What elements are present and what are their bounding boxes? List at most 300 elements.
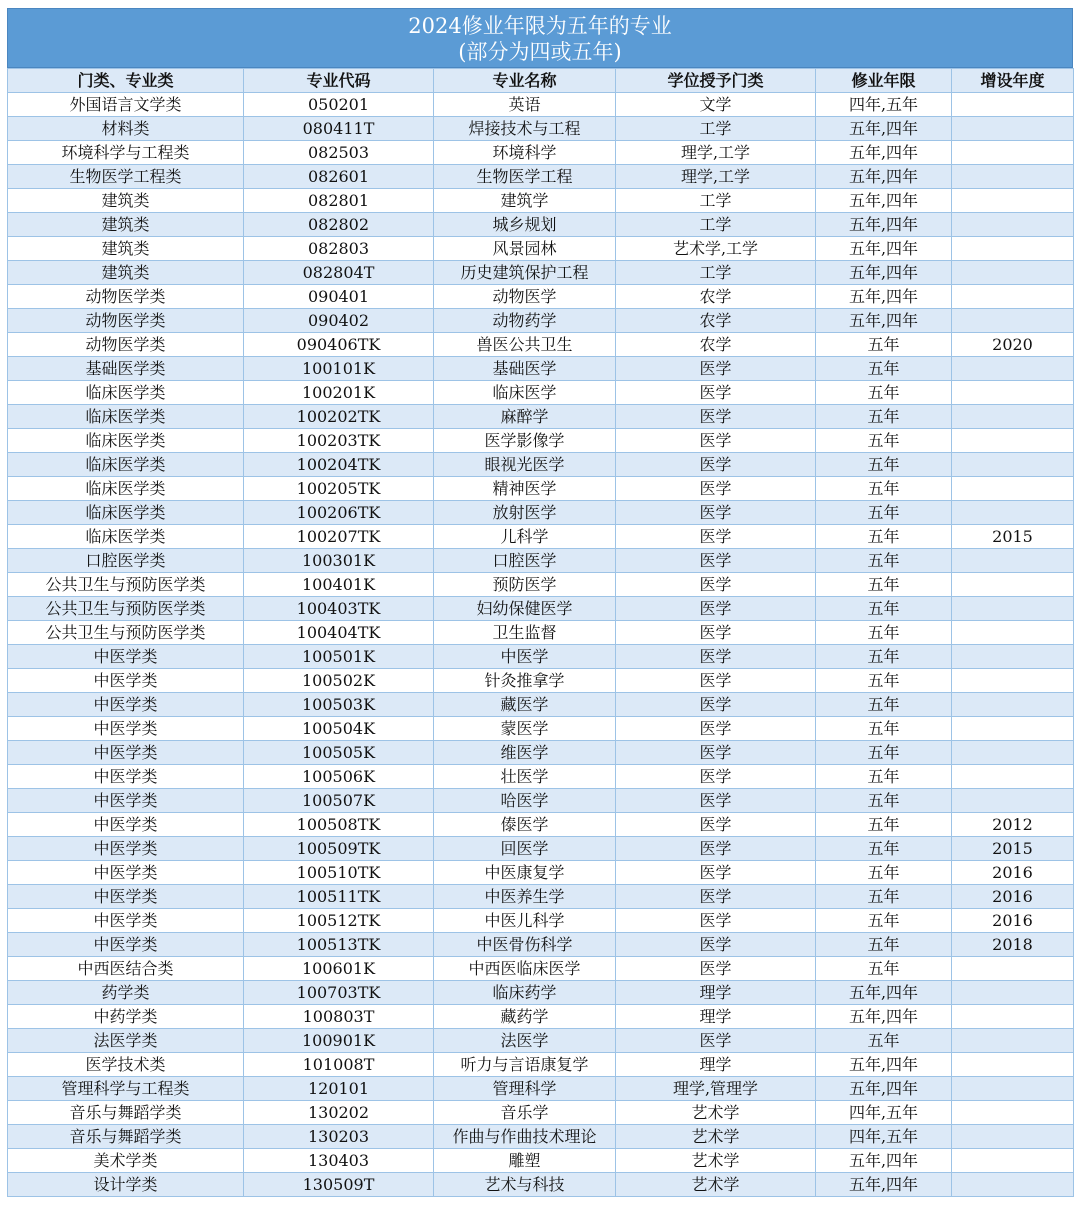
degree-cell: 农学: [616, 285, 816, 309]
major-name-cell: 风景园林: [434, 237, 616, 261]
table-row: [8, 861, 1074, 885]
category-cell: 中医学类: [8, 693, 244, 717]
category-cell: 外国语言文学类: [8, 93, 244, 117]
duration-cell: 五年: [816, 933, 952, 957]
category-cell: 中医学类: [8, 765, 244, 789]
category-cell: 中医学类: [8, 813, 244, 837]
code-cell: 130509T: [244, 1173, 434, 1197]
degree-cell: 医学: [616, 669, 816, 693]
code-cell: 100505K: [244, 741, 434, 765]
table-row: [8, 261, 1074, 285]
degree-cell: 医学: [616, 885, 816, 909]
major-name-cell: 中西医临床医学: [434, 957, 616, 981]
year-added-cell: [952, 357, 1074, 381]
major-name-cell: 儿科学: [434, 525, 616, 549]
category-cell: 临床医学类: [8, 501, 244, 525]
category-cell: 中医学类: [8, 669, 244, 693]
major-name-cell: 历史建筑保护工程: [434, 261, 616, 285]
table-row: [8, 285, 1074, 309]
table-row: [8, 1029, 1074, 1053]
degree-cell: 医学: [616, 621, 816, 645]
year-added-cell: [952, 141, 1074, 165]
degree-cell: 医学: [616, 837, 816, 861]
table-row: [8, 909, 1074, 933]
category-cell: 美术学类: [8, 1149, 244, 1173]
duration-cell: 五年: [816, 669, 952, 693]
year-added-header: 增设年度: [952, 69, 1074, 93]
code-cell: 090401: [244, 285, 434, 309]
degree-cell: 医学: [616, 909, 816, 933]
year-added-cell: [952, 117, 1074, 141]
major-name-cell: 藏药学: [434, 1005, 616, 1029]
table-row: [8, 645, 1074, 669]
year-added-cell: [952, 93, 1074, 117]
category-cell: 临床医学类: [8, 405, 244, 429]
degree-cell: 医学: [616, 717, 816, 741]
duration-cell: 五年,四年: [816, 1149, 952, 1173]
category-cell: 法医学类: [8, 1029, 244, 1053]
major-name-cell: 妇幼保健医学: [434, 597, 616, 621]
table-row: [8, 813, 1074, 837]
duration-cell: 五年: [816, 357, 952, 381]
table-row: [8, 477, 1074, 501]
code-cell: 100204TK: [244, 453, 434, 477]
year-added-cell: [952, 789, 1074, 813]
code-cell: 100803T: [244, 1005, 434, 1029]
code-cell: 100703TK: [244, 981, 434, 1005]
duration-cell: 五年: [816, 597, 952, 621]
table-row: [8, 717, 1074, 741]
year-added-cell: [952, 1077, 1074, 1101]
major-name-cell: 管理科学: [434, 1077, 616, 1101]
duration-cell: 五年,四年: [816, 1053, 952, 1077]
table-row: [8, 333, 1074, 357]
table-row: [8, 429, 1074, 453]
major-name-cell: 生物医学工程: [434, 165, 616, 189]
degree-cell: 医学: [616, 693, 816, 717]
code-header: 专业代码: [244, 69, 434, 93]
year-added-cell: 2016: [952, 885, 1074, 909]
year-added-cell: [952, 237, 1074, 261]
category-cell: 动物医学类: [8, 333, 244, 357]
major-name-cell: 英语: [434, 93, 616, 117]
category-cell: 管理科学与工程类: [8, 1077, 244, 1101]
duration-cell: 五年,四年: [816, 285, 952, 309]
table-row: [8, 309, 1074, 333]
code-cell: 100401K: [244, 573, 434, 597]
table-row: [8, 741, 1074, 765]
major-name-cell: 藏医学: [434, 693, 616, 717]
degree-cell: 医学: [616, 1029, 816, 1053]
degree-cell: 理学: [616, 1053, 816, 1077]
table-row: [8, 957, 1074, 981]
category-cell: 临床医学类: [8, 477, 244, 501]
duration-cell: 五年: [816, 477, 952, 501]
major-name-cell: 城乡规划: [434, 213, 616, 237]
code-cell: 082601: [244, 165, 434, 189]
category-cell: 中医学类: [8, 885, 244, 909]
majors-table: [7, 68, 1074, 1197]
major-name-cell: 壮医学: [434, 765, 616, 789]
code-cell: 100404TK: [244, 621, 434, 645]
code-cell: 100504K: [244, 717, 434, 741]
category-cell: 临床医学类: [8, 429, 244, 453]
category-cell: 中西医结合类: [8, 957, 244, 981]
table-row: [8, 1053, 1074, 1077]
major-name-cell: 中医儿科学: [434, 909, 616, 933]
degree-cell: 医学: [616, 813, 816, 837]
degree-cell: 理学: [616, 981, 816, 1005]
header-row: [8, 69, 1074, 93]
table-row: [8, 117, 1074, 141]
table-row: [8, 597, 1074, 621]
code-cell: 082804T: [244, 261, 434, 285]
major-name-cell: 中医骨伤科学: [434, 933, 616, 957]
code-cell: 120101: [244, 1077, 434, 1101]
category-cell: 中医学类: [8, 741, 244, 765]
title-line-2: (部分为四或五年): [458, 40, 622, 64]
code-cell: 100513TK: [244, 933, 434, 957]
degree-cell: 医学: [616, 933, 816, 957]
table-row: [8, 693, 1074, 717]
degree-cell: 工学: [616, 189, 816, 213]
major-name-cell: 口腔医学: [434, 549, 616, 573]
major-name-cell: 临床药学: [434, 981, 616, 1005]
degree-cell: 医学: [616, 477, 816, 501]
year-added-cell: [952, 1029, 1074, 1053]
duration-cell: 五年,四年: [816, 1077, 952, 1101]
year-added-cell: [952, 213, 1074, 237]
code-cell: 100101K: [244, 357, 434, 381]
table-row: [8, 1173, 1074, 1197]
year-added-cell: 2012: [952, 813, 1074, 837]
code-cell: 100206TK: [244, 501, 434, 525]
code-cell: 100501K: [244, 645, 434, 669]
category-cell: 材料类: [8, 117, 244, 141]
year-added-cell: [952, 669, 1074, 693]
year-added-cell: [952, 981, 1074, 1005]
category-cell: 环境科学与工程类: [8, 141, 244, 165]
category-cell: 临床医学类: [8, 525, 244, 549]
category-cell: 设计学类: [8, 1173, 244, 1197]
table-row: [8, 1101, 1074, 1125]
major-name-cell: 环境科学: [434, 141, 616, 165]
major-name-cell: 医学影像学: [434, 429, 616, 453]
year-added-cell: 2018: [952, 933, 1074, 957]
year-added-cell: [952, 477, 1074, 501]
duration-cell: 五年,四年: [816, 213, 952, 237]
degree-cell: 医学: [616, 645, 816, 669]
degree-cell: 农学: [616, 309, 816, 333]
year-added-cell: [952, 741, 1074, 765]
duration-cell: 五年: [816, 741, 952, 765]
code-cell: 100511TK: [244, 885, 434, 909]
code-cell: 100509TK: [244, 837, 434, 861]
duration-cell: 五年: [816, 621, 952, 645]
degree-cell: 工学: [616, 117, 816, 141]
category-cell: 动物医学类: [8, 285, 244, 309]
code-cell: 100510TK: [244, 861, 434, 885]
year-added-cell: [952, 405, 1074, 429]
degree-cell: 理学: [616, 1005, 816, 1029]
code-cell: 082803: [244, 237, 434, 261]
category-cell: 中医学类: [8, 909, 244, 933]
degree-cell: 医学: [616, 957, 816, 981]
duration-cell: 五年,四年: [816, 1005, 952, 1029]
degree-cell: 艺术学: [616, 1101, 816, 1125]
duration-cell: 五年: [816, 909, 952, 933]
duration-cell: 五年: [816, 333, 952, 357]
major-name-cell: 法医学: [434, 1029, 616, 1053]
degree-cell: 农学: [616, 333, 816, 357]
duration-cell: 五年,四年: [816, 117, 952, 141]
category-cell: 建筑类: [8, 261, 244, 285]
duration-cell: 五年: [816, 453, 952, 477]
category-cell: 公共卫生与预防医学类: [8, 573, 244, 597]
table-row: [8, 1125, 1074, 1149]
year-added-cell: 2016: [952, 861, 1074, 885]
major-name-header: 专业名称: [434, 69, 616, 93]
duration-cell: 四年,五年: [816, 1101, 952, 1125]
category-cell: 中医学类: [8, 861, 244, 885]
code-cell: 100203TK: [244, 429, 434, 453]
major-name-cell: 听力与言语康复学: [434, 1053, 616, 1077]
duration-cell: 四年,五年: [816, 1125, 952, 1149]
degree-cell: 医学: [616, 405, 816, 429]
table-row: [8, 885, 1074, 909]
table-row: [8, 165, 1074, 189]
code-cell: 100207TK: [244, 525, 434, 549]
major-name-cell: 基础医学: [434, 357, 616, 381]
degree-cell: 医学: [616, 597, 816, 621]
year-added-cell: [952, 549, 1074, 573]
year-added-cell: [952, 645, 1074, 669]
major-name-cell: 哈医学: [434, 789, 616, 813]
major-name-cell: 临床医学: [434, 381, 616, 405]
code-cell: 050201: [244, 93, 434, 117]
table-row: [8, 1077, 1074, 1101]
duration-cell: 五年: [816, 693, 952, 717]
code-cell: 100512TK: [244, 909, 434, 933]
category-cell: 基础医学类: [8, 357, 244, 381]
year-added-cell: 2020: [952, 333, 1074, 357]
code-cell: 100507K: [244, 789, 434, 813]
degree-cell: 文学: [616, 93, 816, 117]
duration-cell: 五年,四年: [816, 189, 952, 213]
category-cell: 临床医学类: [8, 381, 244, 405]
major-name-cell: 艺术与科技: [434, 1173, 616, 1197]
duration-cell: 五年: [816, 885, 952, 909]
year-added-cell: [952, 165, 1074, 189]
category-cell: 中医学类: [8, 933, 244, 957]
table-row: [8, 357, 1074, 381]
major-name-cell: 蒙医学: [434, 717, 616, 741]
duration-cell: 五年: [816, 525, 952, 549]
code-cell: 100506K: [244, 765, 434, 789]
table-row: [8, 189, 1074, 213]
year-added-cell: [952, 1173, 1074, 1197]
year-added-cell: [952, 573, 1074, 597]
degree-cell: 医学: [616, 357, 816, 381]
major-name-cell: 傣医学: [434, 813, 616, 837]
table-row: [8, 789, 1074, 813]
duration-cell: 五年: [816, 405, 952, 429]
category-cell: 公共卫生与预防医学类: [8, 597, 244, 621]
duration-cell: 五年,四年: [816, 237, 952, 261]
table-row: [8, 981, 1074, 1005]
major-name-cell: 麻醉学: [434, 405, 616, 429]
table-row: [8, 405, 1074, 429]
spreadsheet: [7, 8, 1073, 1197]
duration-cell: 五年,四年: [816, 261, 952, 285]
category-cell: 中医学类: [8, 645, 244, 669]
category-cell: 中医学类: [8, 717, 244, 741]
code-cell: 100503K: [244, 693, 434, 717]
category-cell: 动物医学类: [8, 309, 244, 333]
code-cell: 100508TK: [244, 813, 434, 837]
degree-cell: 艺术学,工学: [616, 237, 816, 261]
duration-cell: 五年,四年: [816, 141, 952, 165]
degree-cell: 医学: [616, 573, 816, 597]
degree-cell: 艺术学: [616, 1125, 816, 1149]
year-added-cell: [952, 693, 1074, 717]
code-cell: 100901K: [244, 1029, 434, 1053]
duration-cell: 五年: [816, 837, 952, 861]
degree-cell: 工学: [616, 261, 816, 285]
year-added-cell: [952, 597, 1074, 621]
code-cell: 100205TK: [244, 477, 434, 501]
category-cell: 口腔医学类: [8, 549, 244, 573]
category-cell: 中医学类: [8, 837, 244, 861]
code-cell: 100502K: [244, 669, 434, 693]
code-cell: 100201K: [244, 381, 434, 405]
table-row: [8, 93, 1074, 117]
major-name-cell: 中医养生学: [434, 885, 616, 909]
degree-cell: 艺术学: [616, 1173, 816, 1197]
duration-cell: 五年: [816, 861, 952, 885]
year-added-cell: [952, 429, 1074, 453]
degree-cell: 医学: [616, 549, 816, 573]
code-cell: 082503: [244, 141, 434, 165]
major-name-cell: 作曲与作曲技术理论: [434, 1125, 616, 1149]
major-name-cell: 精神医学: [434, 477, 616, 501]
duration-cell: 五年: [816, 789, 952, 813]
major-name-cell: 放射医学: [434, 501, 616, 525]
duration-cell: 五年: [816, 549, 952, 573]
duration-cell: 五年,四年: [816, 165, 952, 189]
table-row: [8, 1149, 1074, 1173]
year-added-cell: [952, 1053, 1074, 1077]
table-row: [8, 549, 1074, 573]
major-name-cell: 兽医公共卫生: [434, 333, 616, 357]
major-name-cell: 建筑学: [434, 189, 616, 213]
major-name-cell: 中医康复学: [434, 861, 616, 885]
code-cell: 082802: [244, 213, 434, 237]
year-added-cell: [952, 453, 1074, 477]
duration-header: 修业年限: [816, 69, 952, 93]
duration-cell: 五年: [816, 957, 952, 981]
table-row: [8, 621, 1074, 645]
degree-cell: 医学: [616, 453, 816, 477]
year-added-cell: 2015: [952, 837, 1074, 861]
category-cell: 建筑类: [8, 213, 244, 237]
table-row: [8, 669, 1074, 693]
year-added-cell: [952, 189, 1074, 213]
year-added-cell: [952, 285, 1074, 309]
table-row: [8, 933, 1074, 957]
year-added-cell: [952, 621, 1074, 645]
degree-cell: 医学: [616, 429, 816, 453]
category-cell: 音乐与舞蹈学类: [8, 1101, 244, 1125]
major-name-cell: 动物医学: [434, 285, 616, 309]
degree-cell: 理学,工学: [616, 141, 816, 165]
category-cell: 公共卫生与预防医学类: [8, 621, 244, 645]
category-cell: 建筑类: [8, 189, 244, 213]
category-cell: 中药学类: [8, 1005, 244, 1029]
table-row: [8, 453, 1074, 477]
major-name-cell: 针灸推拿学: [434, 669, 616, 693]
category-cell: 医学技术类: [8, 1053, 244, 1077]
major-name-cell: 卫生监督: [434, 621, 616, 645]
table-row: [8, 381, 1074, 405]
code-cell: 130202: [244, 1101, 434, 1125]
category-cell: 中医学类: [8, 789, 244, 813]
table-row: [8, 837, 1074, 861]
category-cell: 药学类: [8, 981, 244, 1005]
code-cell: 100301K: [244, 549, 434, 573]
code-cell: 090402: [244, 309, 434, 333]
category-cell: 临床医学类: [8, 453, 244, 477]
category-header: 门类、专业类: [8, 69, 244, 93]
degree-cell: 理学,管理学: [616, 1077, 816, 1101]
year-added-cell: [952, 381, 1074, 405]
duration-cell: 五年: [816, 573, 952, 597]
duration-cell: 五年: [816, 717, 952, 741]
code-cell: 082801: [244, 189, 434, 213]
major-name-cell: 预防医学: [434, 573, 616, 597]
degree-cell: 医学: [616, 861, 816, 885]
year-added-cell: [952, 261, 1074, 285]
category-cell: 音乐与舞蹈学类: [8, 1125, 244, 1149]
degree-cell: 艺术学: [616, 1149, 816, 1173]
duration-cell: 四年,五年: [816, 93, 952, 117]
major-name-cell: 音乐学: [434, 1101, 616, 1125]
major-name-cell: 雕塑: [434, 1149, 616, 1173]
year-added-cell: [952, 1149, 1074, 1173]
degree-cell: 医学: [616, 765, 816, 789]
degree-cell: 医学: [616, 501, 816, 525]
code-cell: 100202TK: [244, 405, 434, 429]
duration-cell: 五年: [816, 1029, 952, 1053]
major-name-cell: 回医学: [434, 837, 616, 861]
degree-cell: 工学: [616, 213, 816, 237]
table-row: [8, 237, 1074, 261]
code-cell: 100601K: [244, 957, 434, 981]
code-cell: 090406TK: [244, 333, 434, 357]
major-name-cell: 焊接技术与工程: [434, 117, 616, 141]
code-cell: 101008T: [244, 1053, 434, 1077]
degree-cell: 医学: [616, 741, 816, 765]
year-added-cell: [952, 1101, 1074, 1125]
year-added-cell: 2016: [952, 909, 1074, 933]
duration-cell: 五年: [816, 381, 952, 405]
category-cell: 生物医学工程类: [8, 165, 244, 189]
year-added-cell: [952, 501, 1074, 525]
degree-header: 学位授予门类: [616, 69, 816, 93]
code-cell: 100403TK: [244, 597, 434, 621]
year-added-cell: [952, 957, 1074, 981]
table-row: [8, 1005, 1074, 1029]
